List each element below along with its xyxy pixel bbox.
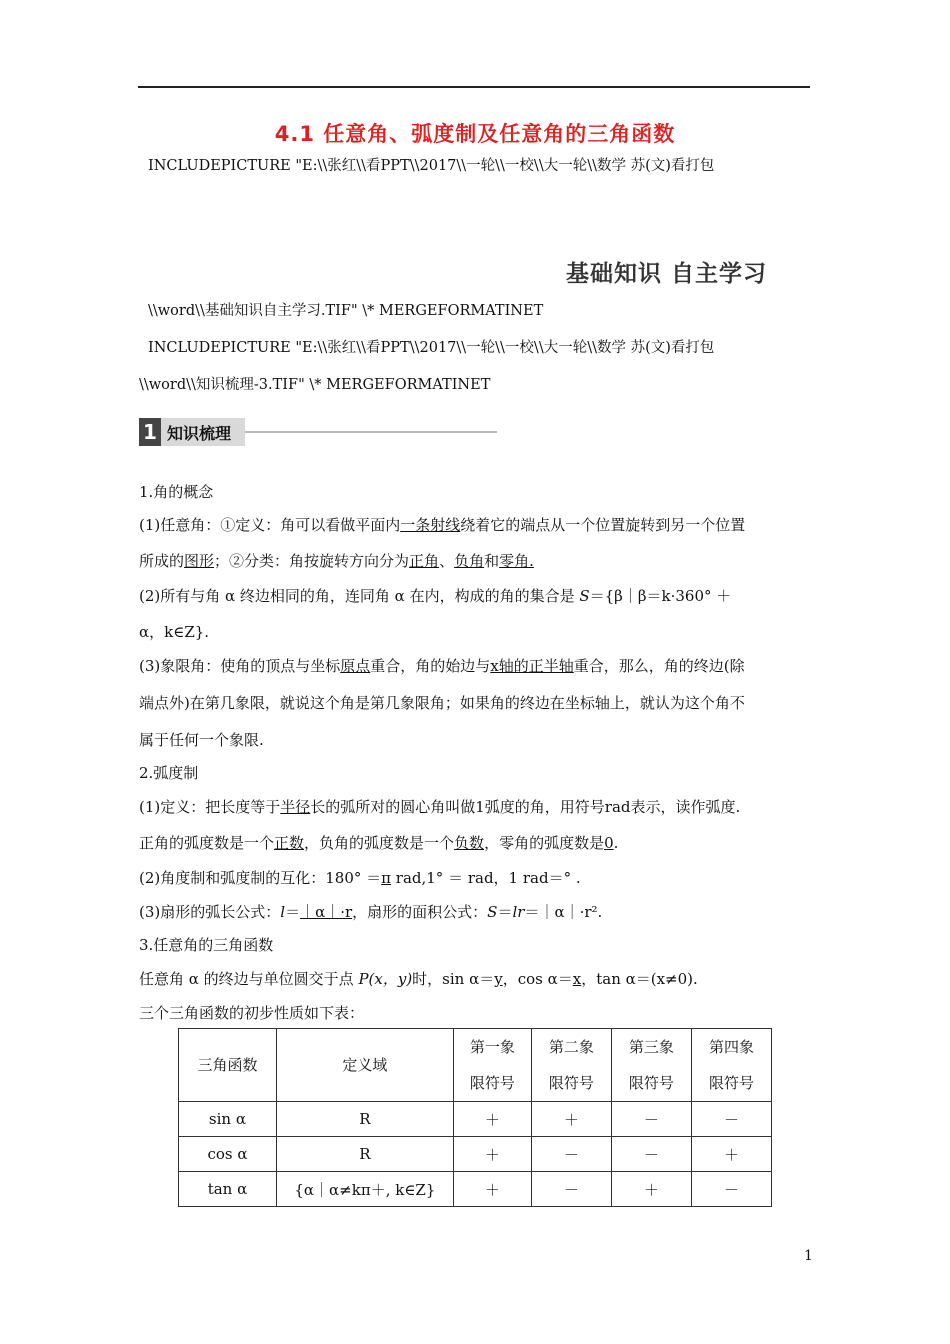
s1-paragraph-2: (2)所有与角 α 终边相同的角，连同角 α 在内，构成的角的集合是 S＝{β｜β＝k·360° ＋ (139, 587, 732, 605)
section-heading: 基础知识 自主学习 (566, 261, 768, 287)
s1-paragraph-1: (1)任意角：①定义：角可以看做平面内一条射线绕着它的端点从一个位置旋转到另一个位置 (139, 516, 746, 534)
header-cell: 定义域 (276, 1029, 453, 1102)
table-cell: ＋ (453, 1102, 531, 1137)
include-field-2a: \\word\\基础知识自主学习.TIF" \* MERGEFORMATINET (148, 303, 544, 319)
s3-paragraph-2: 三个三角函数的初步性质如下表： (139, 1004, 365, 1022)
badge-rule (245, 431, 497, 433)
table-header-row (179, 1029, 772, 1102)
s1-paragraph-2-cont: α，k∈Z}. (139, 623, 210, 641)
table-cell: R (276, 1102, 453, 1137)
table-row (179, 1137, 772, 1172)
badge-label: 知识梳理 (161, 418, 245, 446)
header-cell: 第四象 限符号 (691, 1029, 771, 1102)
table-cell: ＋ (611, 1172, 691, 1207)
page-number: 1 (804, 1248, 813, 1264)
table-row (179, 1172, 772, 1207)
table-cell: － (691, 1102, 771, 1137)
table-cell: sin α (179, 1102, 277, 1137)
table-cell: － (691, 1172, 771, 1207)
s2-paragraph-1: (1)定义：把长度等于半径长的弧所对的圆心角叫做1弧度的角，用符号rad表示，读作弧度. (139, 798, 741, 816)
table-cell: ＋ (691, 1137, 771, 1172)
s1-paragraph-3-cont: 端点外)在第几象限，就说这个角是第几象限角；如果角的终边在坐标轴上，就认为这个角不 (139, 694, 745, 712)
s2-heading: 2.弧度制 (139, 764, 199, 782)
table-cell: R (276, 1137, 453, 1172)
s1-paragraph-1-cont: 所成的图形；②分类：角按旋转方向分为正角、负角和零角. (139, 552, 534, 570)
table-row (179, 1102, 772, 1137)
table-cell: ＋ (453, 1172, 531, 1207)
s2-paragraph-1-cont: 正角的弧度数是一个正数，负角的弧度数是一个负数，零角的弧度数是0. (139, 834, 619, 852)
table-cell: ＋ (531, 1102, 611, 1137)
s3-heading: 3.任意角的三角函数 (139, 936, 274, 954)
knowledge-badge (139, 418, 497, 446)
header-cell: 三角函数 (179, 1029, 277, 1102)
include-field-2c: \\word\\知识梳理-3.TIF" \* MERGEFORMATINET (139, 377, 491, 393)
s1-heading: 1.角的概念 (139, 483, 214, 501)
include-field-1: INCLUDEPICTURE "E:\\张红\\看PPT\\2017\\一轮\\一校\\大一轮\\数学 苏(文)看打包 (148, 158, 715, 174)
page-title: 4.1 任意角、弧度制及任意角的三角函数 (274, 122, 676, 146)
badge-number: 1 (139, 418, 161, 446)
s3-paragraph-1: 任意角 α 的终边与单位圆交于点 P(x，y)时，sin α＝y，cos α＝x，tan α＝(x≠0). (139, 970, 698, 988)
s1-paragraph-3-end: 属于任何一个象限. (139, 731, 264, 749)
table-cell: ＋ (453, 1137, 531, 1172)
table-cell: － (531, 1172, 611, 1207)
header-cell: 第二象 限符号 (531, 1029, 611, 1102)
include-field-2b: INCLUDEPICTURE "E:\\张红\\看PPT\\2017\\一轮\\一校\\大一轮\\数学 苏(文)看打包 (148, 340, 715, 356)
top-rule (138, 86, 810, 88)
table-cell: tan α (179, 1172, 277, 1207)
table-cell: － (611, 1102, 691, 1137)
table-cell: {α｜α≠kπ＋, k∈Z} (276, 1172, 453, 1207)
table-cell: － (611, 1137, 691, 1172)
s2-paragraph-2: (2)角度制和弧度制的互化：180° ＝π rad,1° ＝ rad，1 rad＝° . (139, 869, 581, 887)
header-cell: 第一象 限符号 (453, 1029, 531, 1102)
table-cell: cos α (179, 1137, 277, 1172)
trig-properties-table (178, 1028, 772, 1207)
header-cell: 第三象 限符号 (611, 1029, 691, 1102)
s1-paragraph-3: (3)象限角：使角的顶点与坐标原点重合，角的始边与x轴的正半轴重合，那么，角的终边(除 (139, 657, 745, 675)
s2-paragraph-3: (3)扇形的弧长公式：l＝｜α｜·r，扇形的面积公式：S＝lr＝｜α｜·r². (139, 903, 603, 921)
table-cell: － (531, 1137, 611, 1172)
